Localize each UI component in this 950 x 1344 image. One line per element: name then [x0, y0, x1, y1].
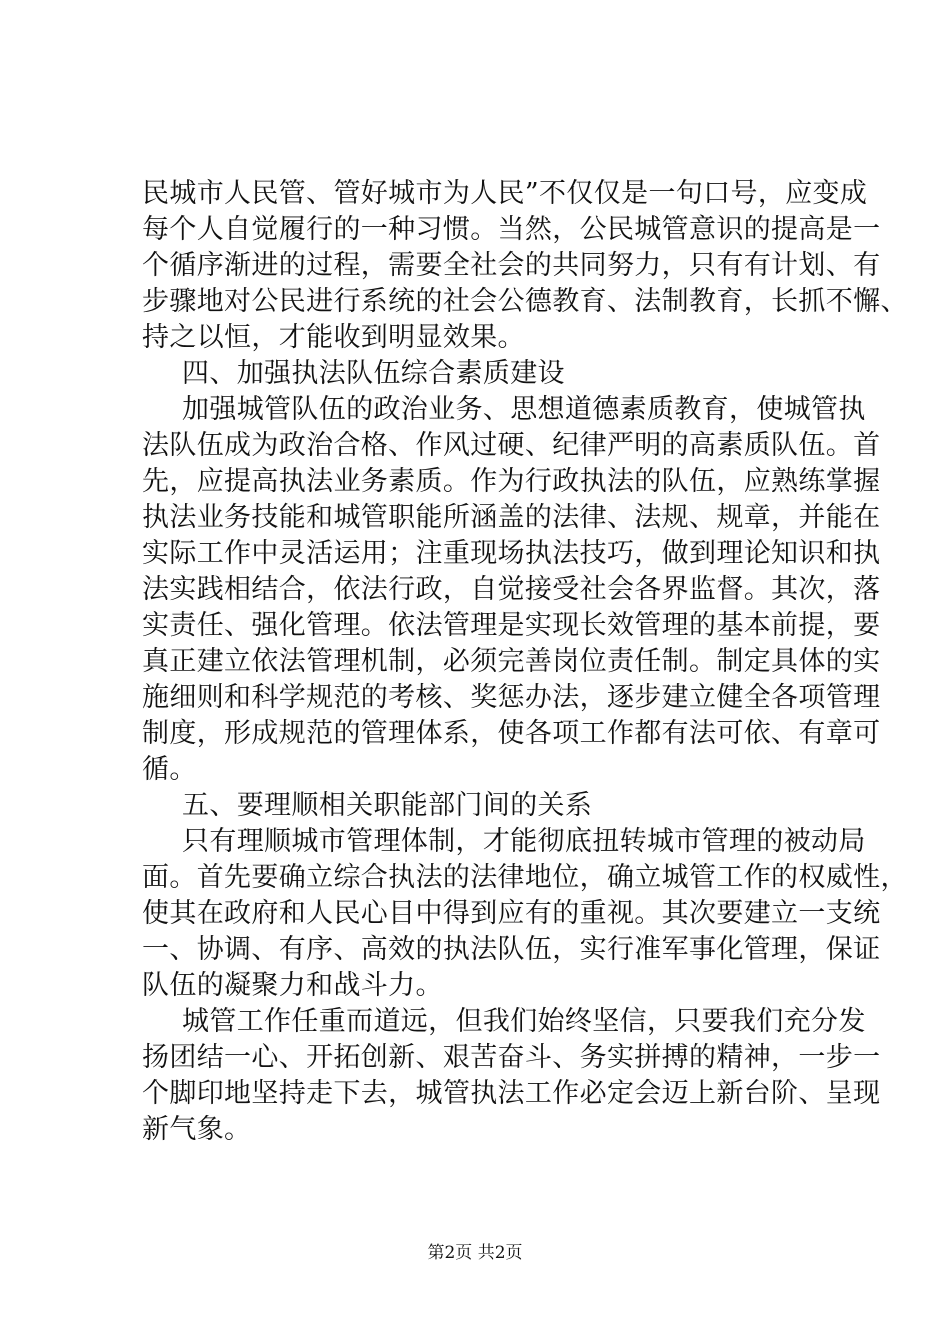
body-line: 城管工作任重而道远，但我们始终坚信，只要我们充分发	[182, 1006, 866, 1037]
body-line: 法实践相结合，依法行政，自觉接受社会各界监督。其次，落	[142, 574, 881, 605]
body-line: 每个人自觉履行的一种习惯。当然，公民城管意识的提高是一	[142, 214, 881, 245]
body-line: 步骤地对公民进行系统的社会公德教育、法制教育，长抓不懈、	[142, 286, 908, 317]
body-line: 只有理顺城市管理体制，才能彻底扭转城市管理的被动局	[182, 826, 866, 857]
body-line: 制度，形成规范的管理体系，使各项工作都有法可依、有章可	[142, 718, 881, 749]
body-line: 持之以恒，才能收到明显效果。	[142, 322, 525, 353]
body-line: 加强城管队伍的政治业务、思想道德素质教育，使城管执	[182, 394, 866, 425]
body-line: 真正建立依法管理机制，必须完善岗位责任制。制定具体的实	[142, 646, 881, 677]
body-line: 民城市人民管、管好城市为人民”不仅仅是一句口号，应变成	[142, 178, 868, 209]
body-line: 一、协调、有序、高效的执法队伍，实行准军事化管理，保证	[142, 934, 881, 965]
page-number: 第2页 共2页	[427, 1243, 523, 1263]
body-line: 施细则和科学规范的考核、奖惩办法，逐步建立健全各项管理	[142, 682, 881, 713]
body-line: 扬团结一心、开拓创新、艰苦奋斗、务实拼搏的精神，一步一	[142, 1042, 881, 1073]
body-line: 面。首先要确立综合执法的法律地位，确立城管工作的权威性，	[142, 862, 908, 893]
body-line: 实责任、强化管理。依法管理是实现长效管理的基本前提，要	[142, 610, 881, 641]
section-heading: 五、要理顺相关职能部门间的关系	[182, 790, 593, 821]
body-line: 新气象。	[142, 1114, 252, 1145]
body-line: 使其在政府和人民心目中得到应有的重视。其次要建立一支统	[142, 898, 881, 929]
body-line: 个脚印地坚持走下去，城管执法工作必定会迈上新台阶、呈现	[142, 1078, 881, 1109]
body-line: 先，应提高执法业务素质。作为行政执法的队伍，应熟练掌握	[142, 466, 881, 497]
body-line: 执法业务技能和城管职能所涵盖的法律、法规、规章，并能在	[142, 502, 881, 533]
body-line: 实际工作中灵活运用；注重现场执法技巧，做到理论知识和执	[142, 538, 881, 569]
body-line: 个循序渐进的过程，需要全社会的共同努力，只有有计划、有	[142, 250, 881, 281]
body-line: 队伍的凝聚力和战斗力。	[142, 970, 443, 1001]
body-line: 法队伍成为政治合格、作风过硬、纪律严明的高素质队伍。首	[142, 430, 881, 461]
section-heading: 四、加强执法队伍综合素质建设	[182, 358, 565, 389]
body-line: 循。	[142, 754, 197, 785]
